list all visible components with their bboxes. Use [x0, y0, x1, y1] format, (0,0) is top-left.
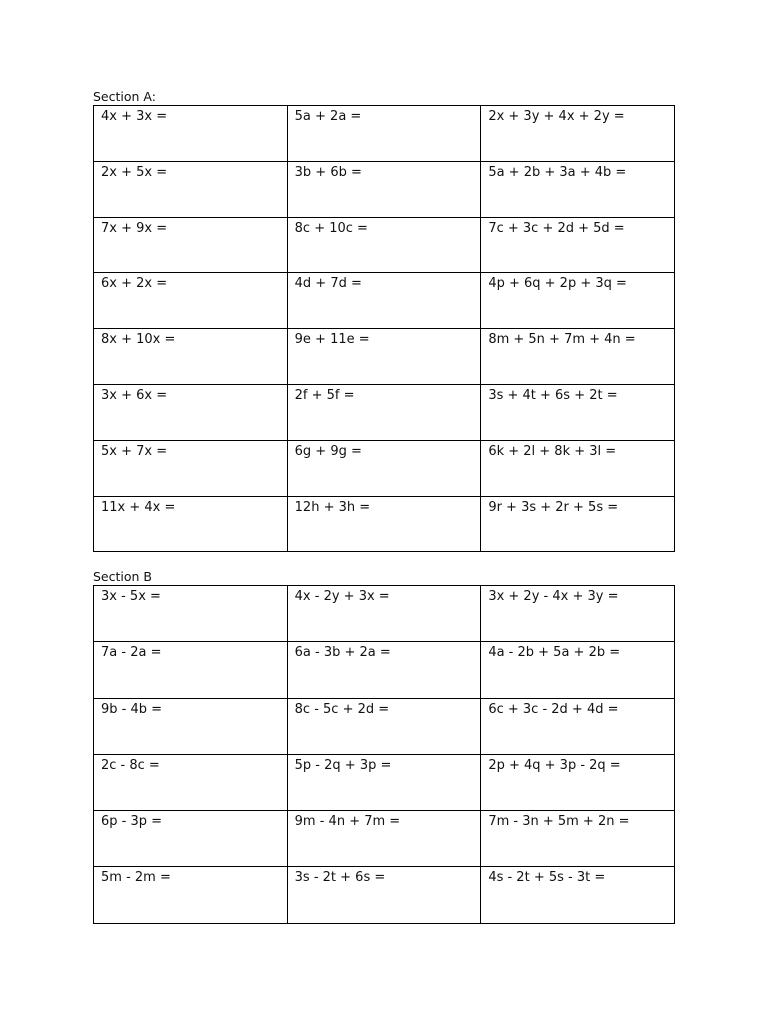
problem-cell: 8c + 10c =: [287, 217, 481, 273]
problem-cell: 7a - 2a =: [94, 642, 288, 698]
table-row: [94, 217, 675, 273]
problem-cell: 6x + 2x =: [94, 273, 288, 329]
problem-cell: 4a - 2b + 5a + 2b =: [481, 642, 675, 698]
table-row: [94, 106, 675, 162]
problem-cell: 3s - 2t + 6s =: [287, 867, 481, 923]
problem-cell: 11x + 4x =: [94, 496, 288, 552]
problem-cell: 12h + 3h =: [287, 496, 481, 552]
table-row: [94, 867, 675, 923]
table-row: [94, 273, 675, 329]
problem-cell: 5a + 2a =: [287, 106, 481, 162]
table-row: [94, 698, 675, 754]
section-a-title: Section A:: [93, 89, 156, 104]
problem-cell: 4x - 2y + 3x =: [287, 586, 481, 642]
problem-cell: 5a + 2b + 3a + 4b =: [481, 161, 675, 217]
problem-cell: 8x + 10x =: [94, 329, 288, 385]
problem-cell: 2p + 4q + 3p - 2q =: [481, 754, 675, 810]
problem-cell: 3x - 5x =: [94, 586, 288, 642]
table-row: [94, 329, 675, 385]
problem-cell: 4p + 6q + 2p + 3q =: [481, 273, 675, 329]
problem-cell: 7x + 9x =: [94, 217, 288, 273]
table-row: [94, 440, 675, 496]
problem-cell: 9m - 4n + 7m =: [287, 811, 481, 867]
problem-cell: 6c + 3c - 2d + 4d =: [481, 698, 675, 754]
table-row: [94, 384, 675, 440]
section-b-table: [93, 585, 675, 924]
section-b-title: Section B: [93, 569, 152, 584]
table-row: [94, 811, 675, 867]
table-row: [94, 586, 675, 642]
problem-cell: 3s + 4t + 6s + 2t =: [481, 384, 675, 440]
problem-cell: 3x + 2y - 4x + 3y =: [481, 586, 675, 642]
problem-cell: 3x + 6x =: [94, 384, 288, 440]
problem-cell: 5x + 7x =: [94, 440, 288, 496]
problem-cell: 7m - 3n + 5m + 2n =: [481, 811, 675, 867]
problem-cell: 9b - 4b =: [94, 698, 288, 754]
table-row: [94, 642, 675, 698]
problem-cell: 9r + 3s + 2r + 5s =: [481, 496, 675, 552]
section-a-table: [93, 105, 675, 552]
table-row: [94, 496, 675, 552]
problem-cell: 5m - 2m =: [94, 867, 288, 923]
problem-cell: 4x + 3x =: [94, 106, 288, 162]
table-row: [94, 161, 675, 217]
table-row: [94, 754, 675, 810]
problem-cell: 4d + 7d =: [287, 273, 481, 329]
problem-cell: 6p - 3p =: [94, 811, 288, 867]
problem-cell: 6k + 2l + 8k + 3l =: [481, 440, 675, 496]
problem-cell: 8m + 5n + 7m + 4n =: [481, 329, 675, 385]
problem-cell: 4s - 2t + 5s - 3t =: [481, 867, 675, 923]
problem-cell: 2c - 8c =: [94, 754, 288, 810]
problem-cell: 6a - 3b + 2a =: [287, 642, 481, 698]
problem-cell: 2x + 5x =: [94, 161, 288, 217]
problem-cell: 8c - 5c + 2d =: [287, 698, 481, 754]
problem-cell: 5p - 2q + 3p =: [287, 754, 481, 810]
problem-cell: 2x + 3y + 4x + 2y =: [481, 106, 675, 162]
problem-cell: 7c + 3c + 2d + 5d =: [481, 217, 675, 273]
problem-cell: 6g + 9g =: [287, 440, 481, 496]
problem-cell: 3b + 6b =: [287, 161, 481, 217]
problem-cell: 2f + 5f =: [287, 384, 481, 440]
problem-cell: 9e + 11e =: [287, 329, 481, 385]
